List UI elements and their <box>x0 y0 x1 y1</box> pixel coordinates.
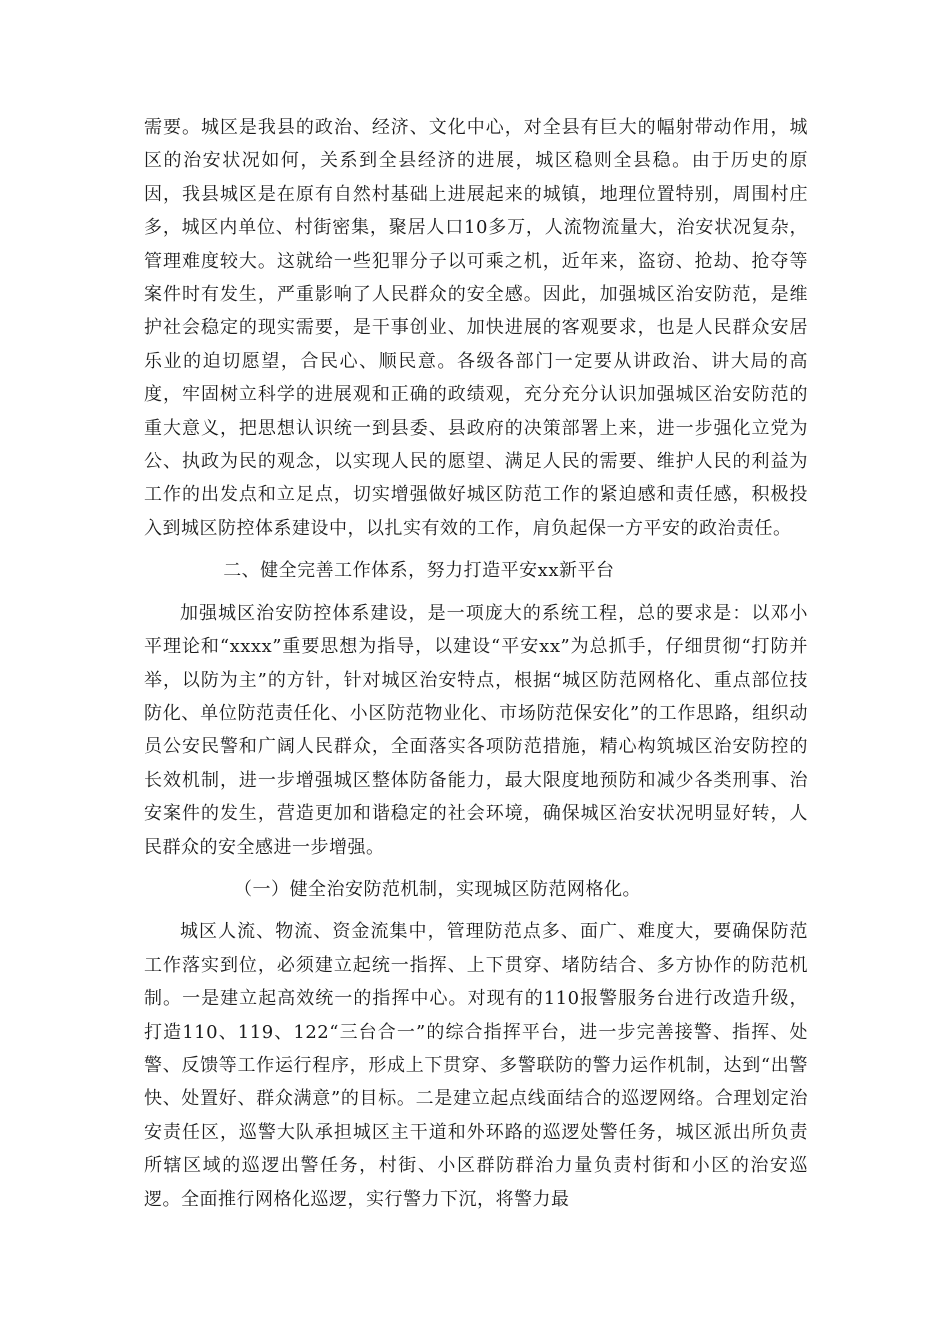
body-paragraph-1: 需要。城区是我县的政治、经济、文化中心，对全县有巨大的幅射带动作用，城区的治安状况如何，关系到全县经济的进展，城区稳则全县稳。由于历史的原因，我县城区是在原有自然村基础上进展起来的城镇，地理位置特别，周围村庄多，城区内单位、村街密集，聚居人口10多万，人流物流量大，治安状况复杂，管理难度较大。这就给一些犯罪分子以可乘之机，近年来，盗窃、抢劫、抢夺等案件时有发生，严重影响了人民群众的安全感。因此，加强城区治安防范，是维护社会稳定的现实需要，是干事创业、加快进展的客观要求，也是人民群众安居乐业的迫切愿望，合民心、顺民意。各级各部门一定要从讲政治、讲大局的高度，牢固树立科学的进展观和正确的政绩观，充分充分认识加强城区治安防范的重大意义，把思想认识统一到县委、县政府的决策部署上来，进一步强化立党为公、执政为民的观念，以实现人民的愿望、满足人民的需要、维护人民的利益为工作的出发点和立足点，切实增强做好城区防范工作的紧迫感和责任感，积极投入到城区防控体系建设中，以扎实有效的工作，肩负起保一方平安的政治责任。 <box>144 117 808 539</box>
subsection-heading-1: （一）健全治安防范机制，实现城区防范网格化。 <box>234 878 641 900</box>
section-heading-2: 二、健全完善工作体系，努力打造平安xx新平台 <box>223 560 615 582</box>
body-paragraph-2: 加强城区治安防控体系建设，是一项庞大的系统工程，总的要求是：以邓小平理论和“xxxx”重要思想为指导，以建设“平安xx”为总抓手，仔细贯彻“打防并举，以防为主”的方针，针对城区治安特点，根据“城区防范网格化、重点部位技防化、单位防范责任化、小区防范物业化、市场防范保安化”的工作思路，组织动员公安民警和广阔人民群众，全面落实各项防范措施，精心构筑城区治安防控的长效机制，进一步增强城区整体防备能力，最大限度地预防和减少各类刑事、治安案件的发生，营造更加和谐稳定的社会环境，确保城区治安状况明显好转，人民群众的安全感进一步增强。 <box>144 602 808 858</box>
body-paragraph-3: 城区人流、物流、资金流集中，管理防范点多、面广、难度大，要确保防范工作落实到位，必须建立起统一指挥、上下贯穿、堵防结合、多方协作的防范机制。一是建立起高效统一的指挥中心。对现有的110报警服务台进行改造升级，打造110、119、122“三台合一”的综合指挥平台，进一步完善接警、指挥、处警、反馈等工作运行程序，形成上下贯穿、多警联防的警力运作机制，达到“出警快、处置好、群众满意”的目标。二是建立起点线面结合的巡逻网络。合理划定治安责任区，巡警大队承担城区主干道和外环路的巡逻处警任务，城区派出所负责所辖区域的巡逻出警任务，村街、小区群防群治力量负责村街和小区的治安巡逻。全面推行网格化巡逻，实行警力下沉，将警力最 <box>144 921 808 1210</box>
document-body <box>144 111 808 1225</box>
